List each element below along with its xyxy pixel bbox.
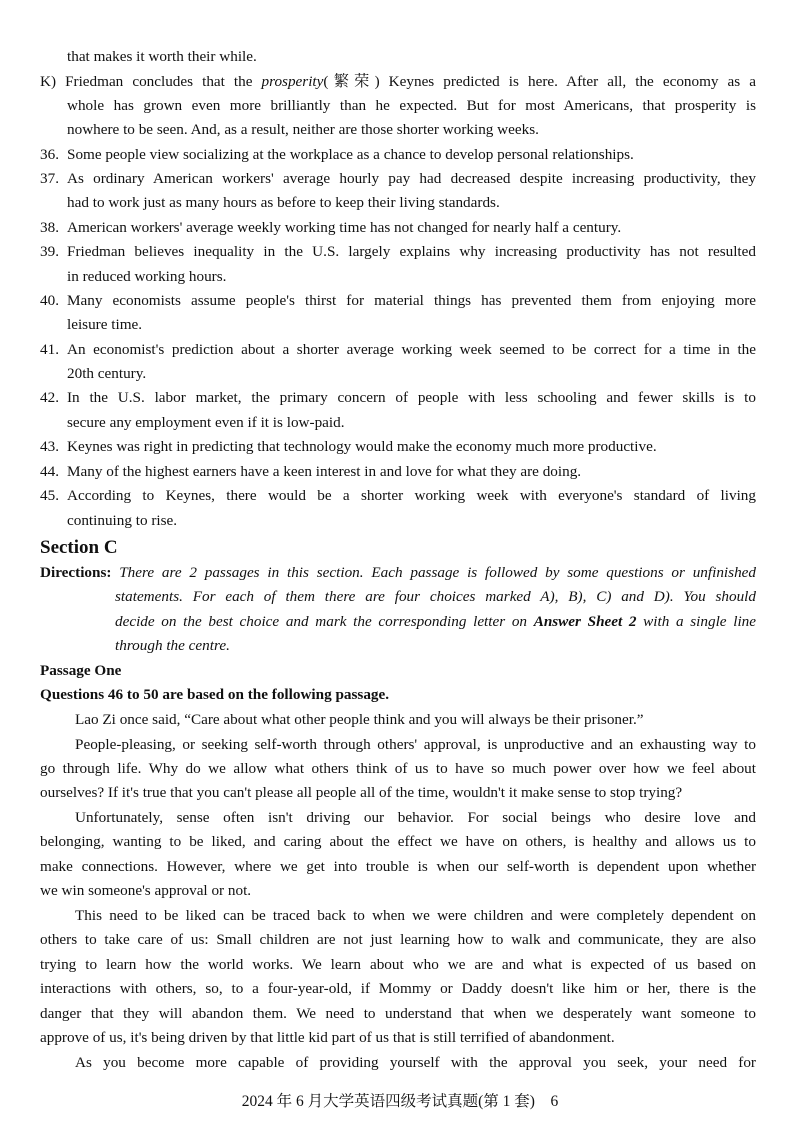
passage-line: As you become more capable of providing yourself with the approval you seek, your need for: [75, 1054, 756, 1071]
statement-36: 36. Some people view socializing at the workplace as a chance to develop personal relationships.: [40, 146, 634, 163]
section-title: Section C: [40, 537, 118, 558]
statement-40: 40. Many economists assume people's thirst for material things has prevented them from enjoying more: [40, 292, 756, 309]
passage-line: interactions with others, so, to a four-year-old, if Mommy or Daddy doesn't like him or her, there is the: [40, 980, 756, 997]
directions-line-3: decide on the best choice and mark the corresponding letter on Answer Sheet 2 with a single line: [115, 613, 756, 630]
paragraph-line: nowhere to be seen. And, as a result, neither are those shorter working weeks.: [67, 121, 539, 138]
passage-line: trying to learn how the world works. We learn about who we are and what is expected of us based on: [40, 956, 756, 973]
passage-line: Lao Zi once said, “Care about what other people think and you will always be their prisoner.”: [75, 711, 644, 728]
statement-40-cont: leisure time.: [67, 316, 143, 333]
paragraph-line: whole has grown even more brilliantly than he expected. But for most Americans, that prosperity is: [67, 97, 756, 114]
passage-line: belonging, wanting to be liked, and caring about the effect we have on others, is healthy and allows us to: [40, 833, 756, 850]
directions-line-4: through the centre.: [115, 637, 230, 654]
passage-line: others to take care of us: Small children are not just learning how to walk and communicate, they are also: [40, 931, 756, 948]
passage-line: we win someone's approval or not.: [40, 882, 252, 899]
statement-45: 45. According to Keynes, there would be a shorter working week with everyone's standard of living: [40, 487, 756, 504]
statement-38: 38. American workers' average weekly working time has not changed for nearly half a century.: [40, 219, 622, 236]
page-footer: 2024 年 6 月大学英语四级考试真题(第 1 套) 6: [241, 1093, 559, 1110]
directions-line-2: statements. For each of them there are four choices marked A), B), C) and D). You should: [115, 588, 756, 605]
statement-42-cont: secure any employment even if it is low-paid.: [67, 414, 345, 431]
passage-line: This need to be liked can be traced back to when we were children and were completely dependent on: [75, 907, 756, 924]
statement-37: 37. As ordinary American workers' average hourly pay had decreased despite increasing productivity, they: [40, 170, 756, 187]
statement-42: 42. In the U.S. labor market, the primary concern of people with less schooling and fewer skills is to: [40, 389, 756, 406]
statement-43: 43. Keynes was right in predicting that technology would make the economy much more productive.: [40, 438, 657, 455]
statement-41: 41. An economist's prediction about a shorter average working week seemed to be correct for a time in the: [40, 341, 756, 358]
directions-line-1: Directions: There are 2 passages in this section. Each passage is followed by some questions or unfinished: [40, 564, 756, 581]
statement-44: 44. Many of the highest earners have a keen interest in and love for what they are doing.: [40, 463, 582, 480]
statement-39: 39. Friedman believes inequality in the U.S. largely explains why increasing productivity has not resulted: [40, 243, 756, 260]
passage-line: make connections. However, where we get into trouble is when our self-worth is dependent upon whether: [40, 858, 756, 875]
passage-line: People-pleasing, or seeking self-worth through others' approval, is unproductive and an exhausting way to: [75, 736, 756, 753]
statement-37-cont: had to work just as many hours as before to keep their living standards.: [67, 194, 500, 211]
statement-39-cont: in reduced working hours.: [67, 268, 227, 285]
passage-line: go through life. Why do we allow what others think of us to have so much power over how we feel about: [40, 760, 756, 777]
statement-41-cont: 20th century.: [67, 365, 147, 382]
paragraph-line: that makes it worth their while.: [67, 48, 257, 65]
passage-line: ourselves? If it's true that you can't please all people all of the time, wouldn't it make sense to stop trying?: [40, 784, 683, 801]
statement-45-cont: continuing to rise.: [67, 512, 178, 529]
passage-line: approve of us, it's being driven by that little kid part of us that is still terrified of abandonment.: [40, 1029, 615, 1046]
passage-line: danger that they will abandon them. We need to understand that when we desperately want someone to: [40, 1005, 756, 1022]
paragraph-k-line: K) Friedman concludes that the prosperity(繁荣) Keynes predicted is here. After all, the economy as a: [40, 73, 756, 90]
passage-line: Unfortunately, sense often isn't driving our behavior. For social beings who desire love and: [75, 809, 756, 826]
questions-heading: Questions 46 to 50 are based on the following passage.: [40, 686, 390, 703]
passage-title: Passage One: [40, 662, 122, 679]
